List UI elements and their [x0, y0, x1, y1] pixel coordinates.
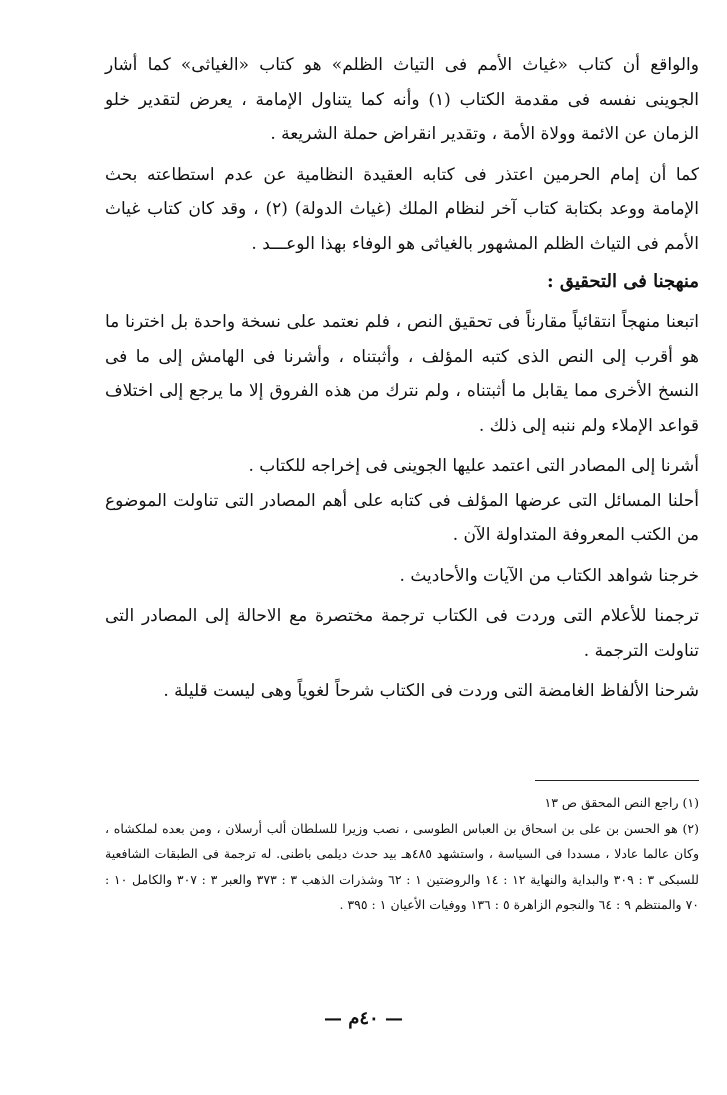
paragraph-intro: والواقع أن كتاب «غياث الأمم فى التياث الظلم» هو كتاب «الغياثى» كما أشار الجوينى نفسه فى مقدمة الكتاب (١) وأنه كما يتناول الإمامة ، يعرض لتقدير خلو الزمان عن الائمة وولاة الأمة ، وتقدير انقراض حملة الشريعة .	[105, 55, 700, 144]
section-heading: منهجنا فى التحقيق :	[546, 271, 699, 292]
paragraph-biographies: ترجمنا للأعلام التى وردت فى الكتاب ترجمة مختصرة مع الاحالة إلى المصادر التى تناولت الترجمة .	[105, 606, 699, 661]
paragraph-method: اتبعنا منهجاً انتقائياً مقارناً فى تحقيق النص ، فلم نعتمد على نسخة واحدة بل اخترنا ما هو أقرب إلى النص الذى كتبه المؤلف ، وأثبتناه ، وأشرنا فى الهامش إلى ما فى النسخ الأخرى مما يقابل ما أثبتناه ، ولم نترك من هذه الفروق إلا ما يرجع إلى اختلاف قواعد الإملاء ولم ننبه إلى ذلك .	[105, 312, 699, 436]
footnotes	[105, 790, 699, 918]
page-number: — ٤٠م —	[323, 1008, 404, 1029]
footnote-1: (١) راجع النص المحقق ص ١٣	[544, 795, 699, 810]
footnote-2: (٢) هو الحسن بن على بن اسحاق بن العباس الطوسى ، نصب وزيرا للسلطان ألب أرسلان ، ومن بعده لملكشاه ، وكان عالما عادلا ، مسددا فى السياسة ، واستشهد ٤٨٥هـ بيد حدث ديلمى باطنى. له ترجمة فى الطبقات الشافعية للسبكى ٣ : ٣٠٩ والبداية والنهاية ١٢ : ١٤ والروضتين ١ : ٦٢ وشذرات الذهب ٣ : ٣٧٣ والعبر ٣ : ٣٠٧ والكامل ١٠ : ٧٠ والمنتظم ٩ : ٦٤ والنجوم الزاهرة ٥ : ١٣٦ ووفيات الأعيان ١ : ٣٩٥ .	[105, 820, 699, 912]
paragraph-sources: أشرنا إلى المصادر التى اعتمد عليها الجوينى فى إخراجه للكتاب .	[248, 456, 699, 476]
paragraph-glossary: شرحنا الألفاظ الغامضة التى وردت فى الكتاب شرحاً لغوياً وهى ليست قليلة .	[163, 681, 699, 701]
paragraph-verses: خرجنا شواهد الكتاب من الآيات والأحاديث .	[399, 565, 699, 586]
paragraph-references: أحلنا المسائل التى عرضها المؤلف فى كتابه على أهم المصادر التى تناولت الموضوع من الكتب المعروفة المتداولة الآن .	[105, 490, 699, 545]
footnote-divider	[535, 780, 699, 781]
main-text	[105, 48, 699, 709]
paragraph-imam-haramain: كما أن إمام الحرمين اعتذر فى كتابه العقيدة النظامية عن عدم استطاعته بحث الإمامة ووعد بكتابة كتاب آخر لنظام الملك (غياث الدولة) (٢) ، وقد كان كتاب غياث الأمم فى التياث الظلم المشهور بالغياثى هو الوفاء بهذا الوعـــد .	[105, 164, 699, 254]
